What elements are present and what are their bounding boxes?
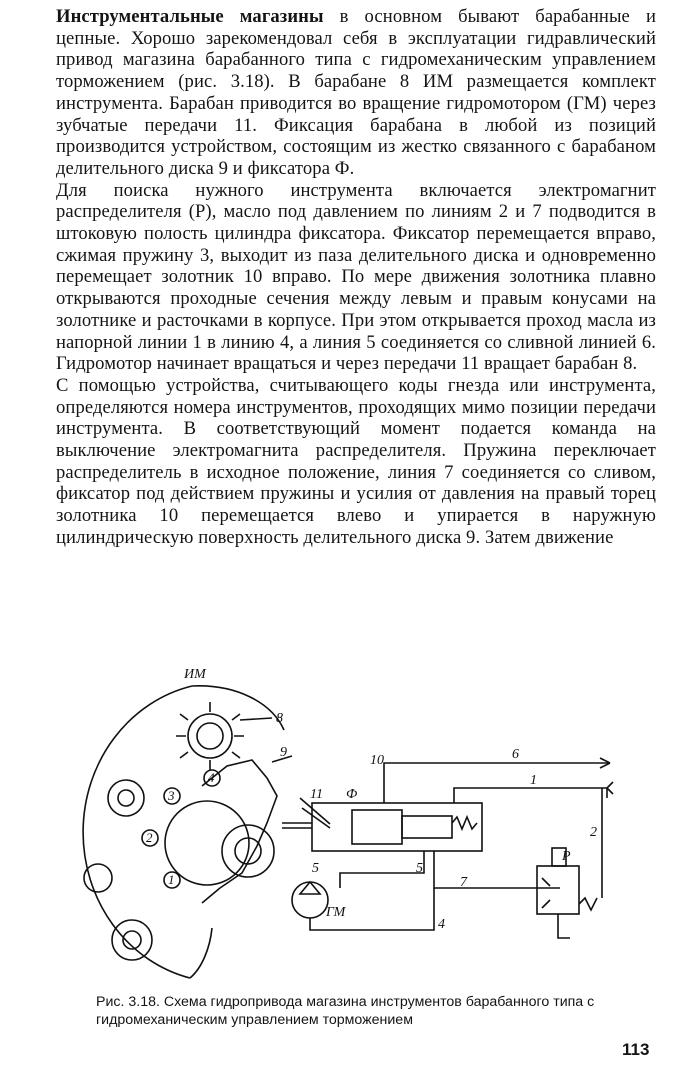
spring-3 bbox=[452, 817, 477, 829]
label-gm: ГМ bbox=[326, 905, 346, 920]
line-1 bbox=[454, 788, 607, 803]
body-text bbox=[56, 6, 656, 549]
paragraph-1 bbox=[56, 6, 656, 180]
latch-rod bbox=[282, 823, 312, 828]
label-9: 9 bbox=[280, 745, 287, 760]
label-position-1: 1 bbox=[168, 872, 175, 887]
tool-pocket-left-upper bbox=[108, 780, 144, 816]
figure-caption-text: Схема гидропривода магазина инструментов барабанного типа с гидромеханическим управлением торможением bbox=[96, 994, 595, 1028]
label-5: 5 bbox=[416, 861, 423, 876]
label-position-3: 3 bbox=[168, 788, 175, 803]
label-phi: Ф bbox=[346, 787, 358, 802]
label-10: 10 bbox=[370, 753, 384, 768]
tool-pocket-left-mid bbox=[84, 864, 112, 892]
label-5-motor: 5 bbox=[312, 861, 319, 876]
tool-pocket-im bbox=[188, 714, 232, 758]
label-im: ИМ bbox=[184, 667, 206, 682]
label-p: Р bbox=[562, 849, 571, 864]
index-disk bbox=[165, 801, 249, 885]
tool-pocket-im-teeth bbox=[176, 702, 244, 770]
page-number: 113 bbox=[622, 1040, 650, 1059]
paragraph-1-text: в основном бывают барабанные и цепные. Хорошо зарекомендовал себя в эксплуатации гидравлический привод магазина барабанного типа с гидромеханическим управлением торможением (рис. 3.18). В барабане 8 ИМ размещается комплект инструмента. Барабан приводится во вращение гидромотором (ГМ) через зубчатые передачи 11. Фиксация барабана в любой из позиций производится устройством, состоящим из жестко связанного с барабаном делительного диска 9 и фиксатора Ф. bbox=[56, 6, 656, 179]
line-7 bbox=[434, 851, 560, 888]
paragraph-3-text: С помощью устройства, считывающего коды гнезда или инструмента, определяются номера инструментов, проходящих мимо позиции передачи инструмента. В соответствующий момент подается команда на выключение электромагнита распределителя. Пружина переключает распределитель в исходное положение, линия 7 соединяется со сливом, фиксатор под действием пружины и усилия от давления на правый торец золотника 10 перемещается влево и упирается в наружную цилиндрическую поверхность делительного диска 9. Затем движение bbox=[56, 374, 656, 548]
paragraph-3 bbox=[56, 375, 656, 549]
label-1: 1 bbox=[530, 773, 537, 788]
paragraph-2 bbox=[56, 180, 656, 375]
distributor-spring bbox=[579, 898, 597, 910]
figure-caption bbox=[96, 993, 636, 1029]
hydraulic-schematic-drawing bbox=[62, 648, 622, 988]
paragraph-1-lead: Инструментальные магазины bbox=[56, 6, 324, 27]
drum-outline bbox=[83, 686, 192, 978]
label-position-4: 4 bbox=[208, 770, 215, 785]
tool-pocket-left-lower bbox=[112, 920, 152, 960]
figure-number: Рис. 3.18. bbox=[96, 994, 160, 1010]
paragraph-2-text: Для поиска нужного инструмента включается электромагнит распределителя (Р), масло под давлением по линиям 2 и 7 подводится в штоковую полость цилиндра фиксатора. Фиксатор перемещается вправо, сжимая пружину 3, выходит из паза делительного диска и одновременно перемещает золотник 10 вправо. По мере движения золотника плавно открываются проходные сечения между левым и правым конусами на золотнике и расточками в корпусе. При этом открывается проход масла из напорной линии 1 в линию 4, а линия 5 соединяется со сливной линией 6. Гидромотор начинает вращаться и через передачи 11 вращает барабан 8. bbox=[56, 179, 656, 375]
label-7: 7 bbox=[460, 875, 467, 890]
label-11: 11 bbox=[310, 787, 323, 802]
label-4: 4 bbox=[438, 917, 445, 932]
label-2: 2 bbox=[590, 825, 597, 840]
label-8: 8 bbox=[276, 711, 283, 726]
line-6 bbox=[384, 763, 610, 803]
hydraulic-schematic-figure bbox=[62, 648, 622, 988]
label-6: 6 bbox=[512, 747, 519, 762]
hydraulic-motor-gm bbox=[292, 882, 328, 918]
spool-10 bbox=[352, 810, 402, 844]
label-position-2: 2 bbox=[146, 830, 153, 845]
line-5 bbox=[340, 851, 424, 888]
